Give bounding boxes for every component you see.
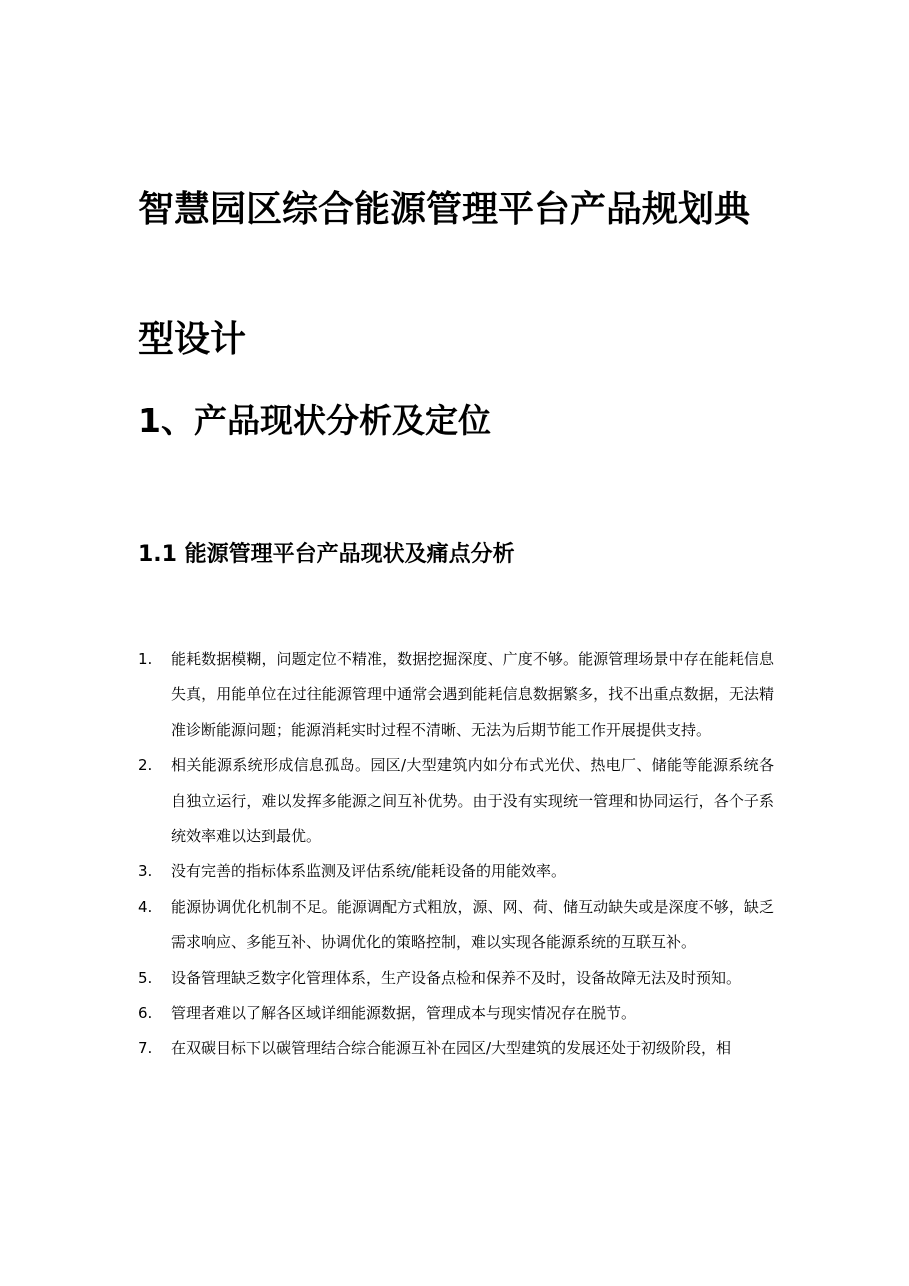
list-item-number: 5. bbox=[138, 968, 153, 987]
list-item bbox=[138, 642, 774, 748]
list-item-text: 能耗数据模糊，问题定位不精准，数据挖掘深度、广度不够。能源管理场景中存在能耗信息失真，用能单位在过往能源管理中通常会遇到能耗信息数据繁多，找不出重点数据，无法精准诊断能源问题；能源消耗实时过程不清晰、无法为后期节能工作开展提供支持。 bbox=[171, 650, 774, 739]
section-heading: 1、产品现状分析及定位 bbox=[138, 401, 491, 440]
list-item bbox=[138, 890, 774, 961]
list-item-text: 没有完善的指标体系监测及评估系统/能耗设备的用能效率。 bbox=[171, 862, 567, 881]
list-item-text: 管理者难以了解各区域详细能源数据，管理成本与现实情况存在脱节。 bbox=[171, 1004, 637, 1023]
list-item-number: 3. bbox=[138, 862, 153, 881]
list-item-text: 能源协调优化机制不足。能源调配方式粗放，源、网、荷、储互动缺失或是深度不够，缺乏需求响应、多能互补、协调优化的策略控制，难以实现各能源系统的互联互补。 bbox=[171, 897, 774, 952]
list-item bbox=[138, 854, 774, 889]
list-item-text: 设备管理缺乏数字化管理体系，生产设备点检和保养不及时，设备故障无法及时预知。 bbox=[171, 968, 742, 987]
list-item-number: 6. bbox=[138, 1004, 153, 1023]
list-item-number: 1. bbox=[138, 650, 153, 668]
list-item-number: 2. bbox=[138, 756, 153, 775]
list-item bbox=[138, 996, 774, 1031]
list-item-text: 在双碳目标下以碳管理结合综合能源互补在园区/大型建筑的发展还处于初级阶段，相 bbox=[171, 1039, 732, 1058]
list-item-number: 4. bbox=[138, 897, 153, 916]
list-item-number: 7. bbox=[138, 1039, 153, 1058]
list-item bbox=[138, 1031, 774, 1066]
subsection-heading: 1.1 能源管理平台产品现状及痛点分析 bbox=[138, 542, 515, 567]
list-item-text: 相关能源系统形成信息孤岛。园区/大型建筑内如分布式光伏、热电厂、储能等能源系统各自独立运行，难以发挥多能源之间互补优势。由于没有实现统一管理和协同运行，各个子系统效率难以达到最优。 bbox=[171, 756, 774, 846]
list-item bbox=[138, 961, 774, 996]
list-item bbox=[138, 748, 774, 854]
pain-point-list bbox=[138, 642, 774, 1067]
document-title: 智慧园区综合能源管理平台产品规划典型设计 bbox=[138, 189, 751, 360]
